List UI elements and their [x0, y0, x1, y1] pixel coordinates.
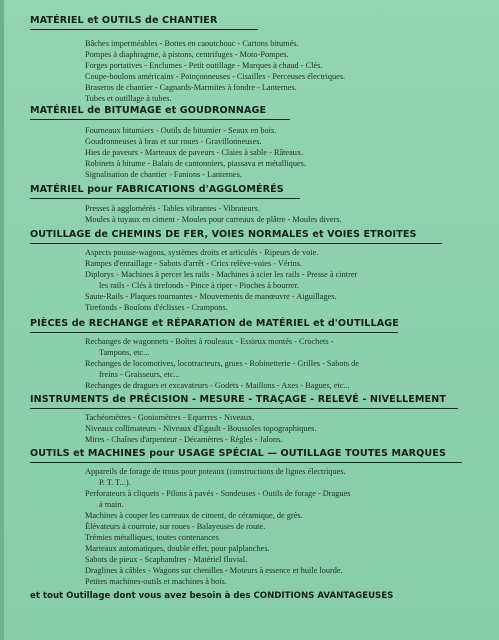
heading-underline [30, 29, 258, 30]
section-heading: OUTILLAGE de CHEMINS DE FER, VOIES NORMALES et VOIES ETROITES [30, 229, 417, 240]
item-list [85, 247, 357, 313]
footer-note: et tout Outillage dont vous avez besoin à des CONDITIONS AVANTAGEUSES [30, 591, 394, 601]
list-item: Tampons, etc... [99, 348, 150, 357]
list-item: Tachéomètres - Goniomètres - Equerres - Niveaux. [85, 413, 255, 422]
list-item: Saute-Rails - Plaques tournantes - Mouvements de manœuvre - Aiguillages. [85, 292, 337, 301]
list-item: Petites machines-outils et machines à bois. [85, 577, 227, 586]
list-item: Niveaux collimateurs - Niveaux d'Egault - Boussoles topographiques. [85, 424, 317, 433]
list-item: Aspects pousse-wagons, systèmes droits et articulés - Ripeurs de voie. [85, 248, 319, 257]
list-item: Pompes à diaphragme, à pistons, centrifuges - Moto-Pompes. [85, 50, 289, 59]
list-item: Rechanges de wagonnets - Boîtes à rouleaux - Essieux montés - Crochets - [85, 337, 334, 346]
list-item: Appareils de forage de trous pour poteaux (constructions de lignes électriques. [85, 467, 346, 476]
heading-underline [30, 198, 300, 199]
list-item: Trémies métalliques, toutes contenances [85, 533, 219, 542]
list-item: freins - Graisseurs, etc... [99, 370, 180, 379]
list-item: Draglines à câbles - Wagons sur chenilles - Moteurs à essence et huile lourde. [85, 566, 343, 575]
list-item: Hies de paveurs - Marteaux de paveurs - Claies à sable - Râteaux. [85, 148, 304, 157]
section-heading: MATÉRIEL et OUTILS de CHANTIER [30, 15, 218, 26]
list-item: Coupe-boulons américains - Poinçonneuses - Cisailles - Perceuses électriques. [85, 72, 346, 81]
list-item: Mires - Chaînes d'arpenteur - Décamètres - Règles - Jalons. [85, 435, 283, 444]
list-item: Signalisation de chantier - Fanions - Lanternes. [85, 170, 242, 179]
section-heading: OUTILS et MACHINES pour USAGE SPÉCIAL — OUTILLAGE TOUTES MARQUES [30, 448, 446, 459]
section-heading: MATÉRIEL pour FABRICATIONS d'AGGLOMÉRÉS [30, 184, 284, 195]
list-item: Marteaux automatiques, double effet, pour palplanches. [85, 544, 270, 553]
heading-underline [30, 408, 458, 409]
section-heading: PIÈCES de RECHANGE et RÉPARATION de MATÉRIEL et d'OUTILLAGE [30, 318, 399, 329]
list-item: Presses à agglomérés - Tables vibrantes - Vibrateurs. [85, 204, 260, 213]
heading-underline [30, 332, 398, 333]
list-item: Robinets à bitume - Balais de cantonniers, piassava et métalliques. [85, 159, 306, 168]
item-list [85, 336, 359, 391]
item-list [85, 125, 306, 180]
list-item: Rechanges de locomotives, locotracteurs, grues - Robinetterie - Grilles - Sabots de [85, 359, 359, 368]
section-heading: MATÉRIEL de BITUMAGE et GOUDRONNAGE [30, 105, 267, 116]
list-item: Rechanges de dragues et excavateurs - Godets - Maillons - Axes - Bagues, etc... [85, 381, 350, 390]
list-item: les rails - Clés à tirefonds - Pince à riper - Pioches à bourrer. [99, 281, 299, 290]
list-item: Sabots de pieux - Scaphandres - Matériel fluvial. [85, 555, 248, 564]
list-item: Fourneaux bitumiers - Outils de bitumier - Seaux en bois. [85, 126, 277, 135]
item-list [85, 38, 345, 104]
heading-underline [30, 462, 462, 463]
section-heading: INSTRUMENTS de PRÉCISION - MESURE - TRAÇAGE - RELEVÉ - NIVELLEMENT [30, 394, 446, 405]
heading-underline [30, 119, 290, 120]
list-item: Bâches imperméables - Bottes en caoutchouc - Cartons bitumés. [85, 39, 299, 48]
list-item: Braseros de chantier - Cagnards-Marmites à fondre - Lanternes. [85, 83, 297, 92]
list-item: Diplorys - Machines à percer les rails - Machines à scier les rails - Presse à cintrer [85, 270, 358, 279]
list-item: Forges portatives - Enclumes - Petit outillage - Marques à chaud - Clés. [85, 61, 323, 70]
list-item: Tubes et outillage à tubes. [85, 94, 172, 103]
list-item: Perforateurs à cliquets - Pilons à pavés - Sondeuses - Outils de forage - Dragues [85, 489, 351, 498]
list-item: Moules à tuyaux en ciment - Moules pour carreaux de plâtre - Moules divers. [85, 215, 342, 224]
list-item: P. T. T...). [99, 478, 131, 487]
item-list [85, 203, 342, 225]
item-list [85, 466, 350, 587]
list-item: Machines à couper les carreaux de ciment, de céramique, de grès. [85, 511, 303, 520]
list-item: Tirefonds - Boulons d'éclisses - Crampons. [85, 303, 228, 312]
list-item: à main. [99, 500, 124, 509]
list-item: Goudronneuses à bras et sur roues - Gravillonneuses. [85, 137, 262, 146]
heading-underline [30, 243, 442, 244]
item-list [85, 412, 316, 445]
list-item: Élévateurs à courroie, sur roues - Balayeuses de route. [85, 522, 266, 531]
list-item: Rampes d'enraillage - Sabots d'arrêt - Crics relève-voies - Vérins. [85, 259, 303, 268]
